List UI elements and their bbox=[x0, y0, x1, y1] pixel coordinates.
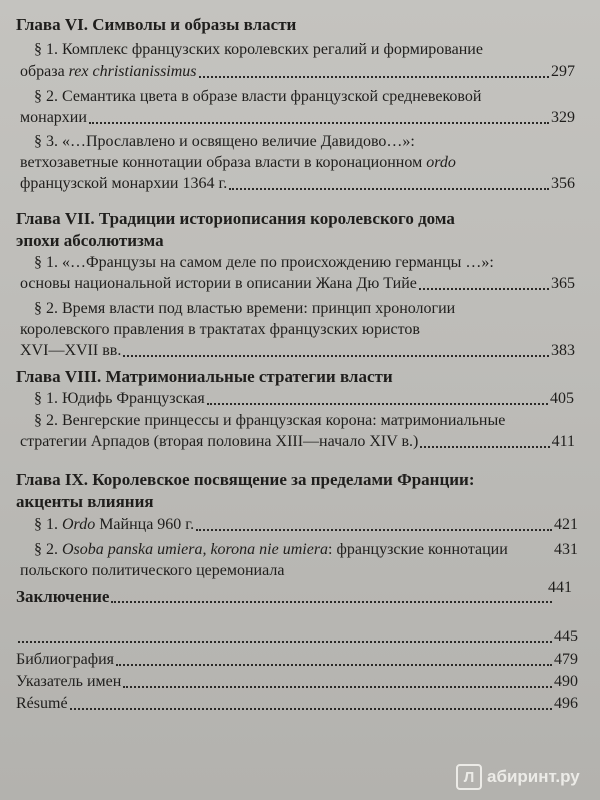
conclusion-label: Заключение bbox=[16, 587, 110, 606]
chapter-7-title bbox=[16, 208, 576, 252]
section-text-italic: Osoba panska umiera, korona nie umiera bbox=[62, 541, 329, 558]
dot-leader bbox=[199, 75, 549, 78]
chapter-7-section-2-line-3 bbox=[20, 341, 575, 361]
page-number: 441 bbox=[548, 579, 572, 596]
chapter-6-section-3-line-1: § 3. «…Прославлено и освящено величие Давидово…»: bbox=[34, 133, 415, 150]
bibliography-label: Библиография bbox=[16, 651, 114, 668]
section-text: основы национальной истории в описании Жана Дю Тийе bbox=[20, 275, 417, 292]
conclusion-row bbox=[16, 587, 578, 607]
section-text: французской монархии 1364 г. bbox=[20, 175, 228, 192]
section-text: образа bbox=[20, 63, 69, 80]
chapter-8-section-2-line-2 bbox=[20, 432, 575, 452]
dot-leader bbox=[123, 354, 549, 357]
watermark-text: абиринт.ру bbox=[487, 767, 580, 786]
section-text: § 1. bbox=[34, 516, 62, 533]
page-number: 445 bbox=[554, 628, 578, 645]
index-row bbox=[16, 672, 578, 692]
chapter-title-line: акценты влияния bbox=[16, 492, 154, 511]
chapter-9-section-2-line-1 bbox=[34, 540, 578, 560]
dot-leader bbox=[207, 402, 548, 405]
chapter-6-title: Глава VI. Символы и образы власти bbox=[16, 15, 297, 34]
chapter-9-title bbox=[16, 469, 576, 513]
dot-leader bbox=[196, 528, 552, 531]
chapter-6-section-3-line-3 bbox=[20, 174, 575, 194]
dot-leader bbox=[89, 121, 549, 124]
chapter-6-section-1-line-2 bbox=[20, 62, 575, 82]
chapter-title-line: Глава IX. Королевское посвящение за пределами Франции: bbox=[16, 470, 475, 489]
chapter-9-section-2-line-2: польского политического церемониала bbox=[20, 562, 285, 579]
chapter-6-section-3-line-2 bbox=[20, 153, 456, 173]
section-text: Майнца 960 г. bbox=[95, 516, 195, 533]
page-number: 329 bbox=[551, 109, 575, 126]
dot-leader bbox=[420, 445, 549, 448]
page-number: 479 bbox=[554, 651, 578, 668]
index-label: Указатель имен bbox=[16, 673, 122, 690]
page-number: 405 bbox=[550, 390, 574, 407]
page-number: 490 bbox=[554, 673, 578, 690]
chapter-7-section-1-line-2 bbox=[20, 274, 575, 294]
dot-leader bbox=[70, 707, 552, 710]
dot-leader bbox=[116, 663, 552, 666]
page-number: 297 bbox=[551, 63, 575, 80]
chapter-7-section-2-line-1: § 2. Время власти под властью времени: принцип хронологии bbox=[34, 300, 456, 317]
resume-label: Résumé bbox=[16, 695, 68, 712]
chapter-8-section-1 bbox=[34, 389, 574, 409]
blank-leader-row bbox=[16, 627, 578, 647]
chapter-title-line: Глава VII. Традиции историописания королевского дома bbox=[16, 209, 455, 228]
section-text: ветхозаветные коннотации образа власти в коронационном bbox=[20, 154, 427, 171]
page-number: 411 bbox=[551, 433, 575, 450]
dot-leader bbox=[18, 640, 552, 643]
section-text-italic: ordo bbox=[426, 154, 456, 171]
dot-leader bbox=[123, 685, 552, 688]
section-text-italic: Ordo bbox=[62, 516, 96, 533]
page-number: 431 bbox=[554, 541, 578, 558]
chapter-title-line: эпохи абсолютизма bbox=[16, 231, 164, 250]
page-number: 421 bbox=[554, 516, 578, 533]
section-text-italic: rex christianissimus bbox=[68, 63, 197, 80]
bibliography-row bbox=[16, 650, 578, 670]
resume-row bbox=[16, 694, 578, 714]
section-text: XVI—XVII вв. bbox=[20, 342, 122, 359]
chapter-6-section-2-line-2 bbox=[20, 108, 575, 128]
chapter-7-section-2-line-2: королевского правления в трактатах французских юристов bbox=[20, 321, 420, 338]
chapter-7-section-1-line-1: § 1. «…Французы на самом деле по происхождению германцы …»: bbox=[34, 254, 494, 271]
chapter-6-section-2-line-1: § 2. Семантика цвета в образе власти французской средневековой bbox=[34, 88, 482, 105]
section-text: § 1. Юдифь Французская bbox=[34, 390, 205, 407]
labirint-watermark bbox=[456, 764, 580, 790]
section-text: стратегии Арпадов (вторая половина XIII—начало XIV в.) bbox=[20, 433, 419, 450]
labirint-logo-icon: Л bbox=[456, 764, 482, 790]
chapter-6-section-1-line-1: § 1. Комплекс французских королевских регалий и формирование bbox=[34, 41, 483, 58]
section-text: § 2. bbox=[34, 541, 62, 558]
chapter-8-title: Глава VIII. Матримониальные стратегии власти bbox=[16, 367, 393, 386]
section-text: монархии bbox=[20, 109, 87, 126]
page-number: 365 bbox=[551, 275, 575, 292]
dot-leader bbox=[111, 600, 552, 603]
chapter-8-section-2-line-1: § 2. Венгерские принцессы и французская корона: матримониальные bbox=[34, 412, 506, 429]
chapter-9-section-1 bbox=[34, 515, 578, 535]
dot-leader bbox=[419, 287, 549, 290]
section-text: : французские коннотации bbox=[328, 541, 508, 558]
page-number: 383 bbox=[551, 342, 575, 359]
dot-leader bbox=[229, 187, 549, 190]
page-number: 356 bbox=[551, 175, 575, 192]
page-number: 496 bbox=[554, 695, 578, 712]
